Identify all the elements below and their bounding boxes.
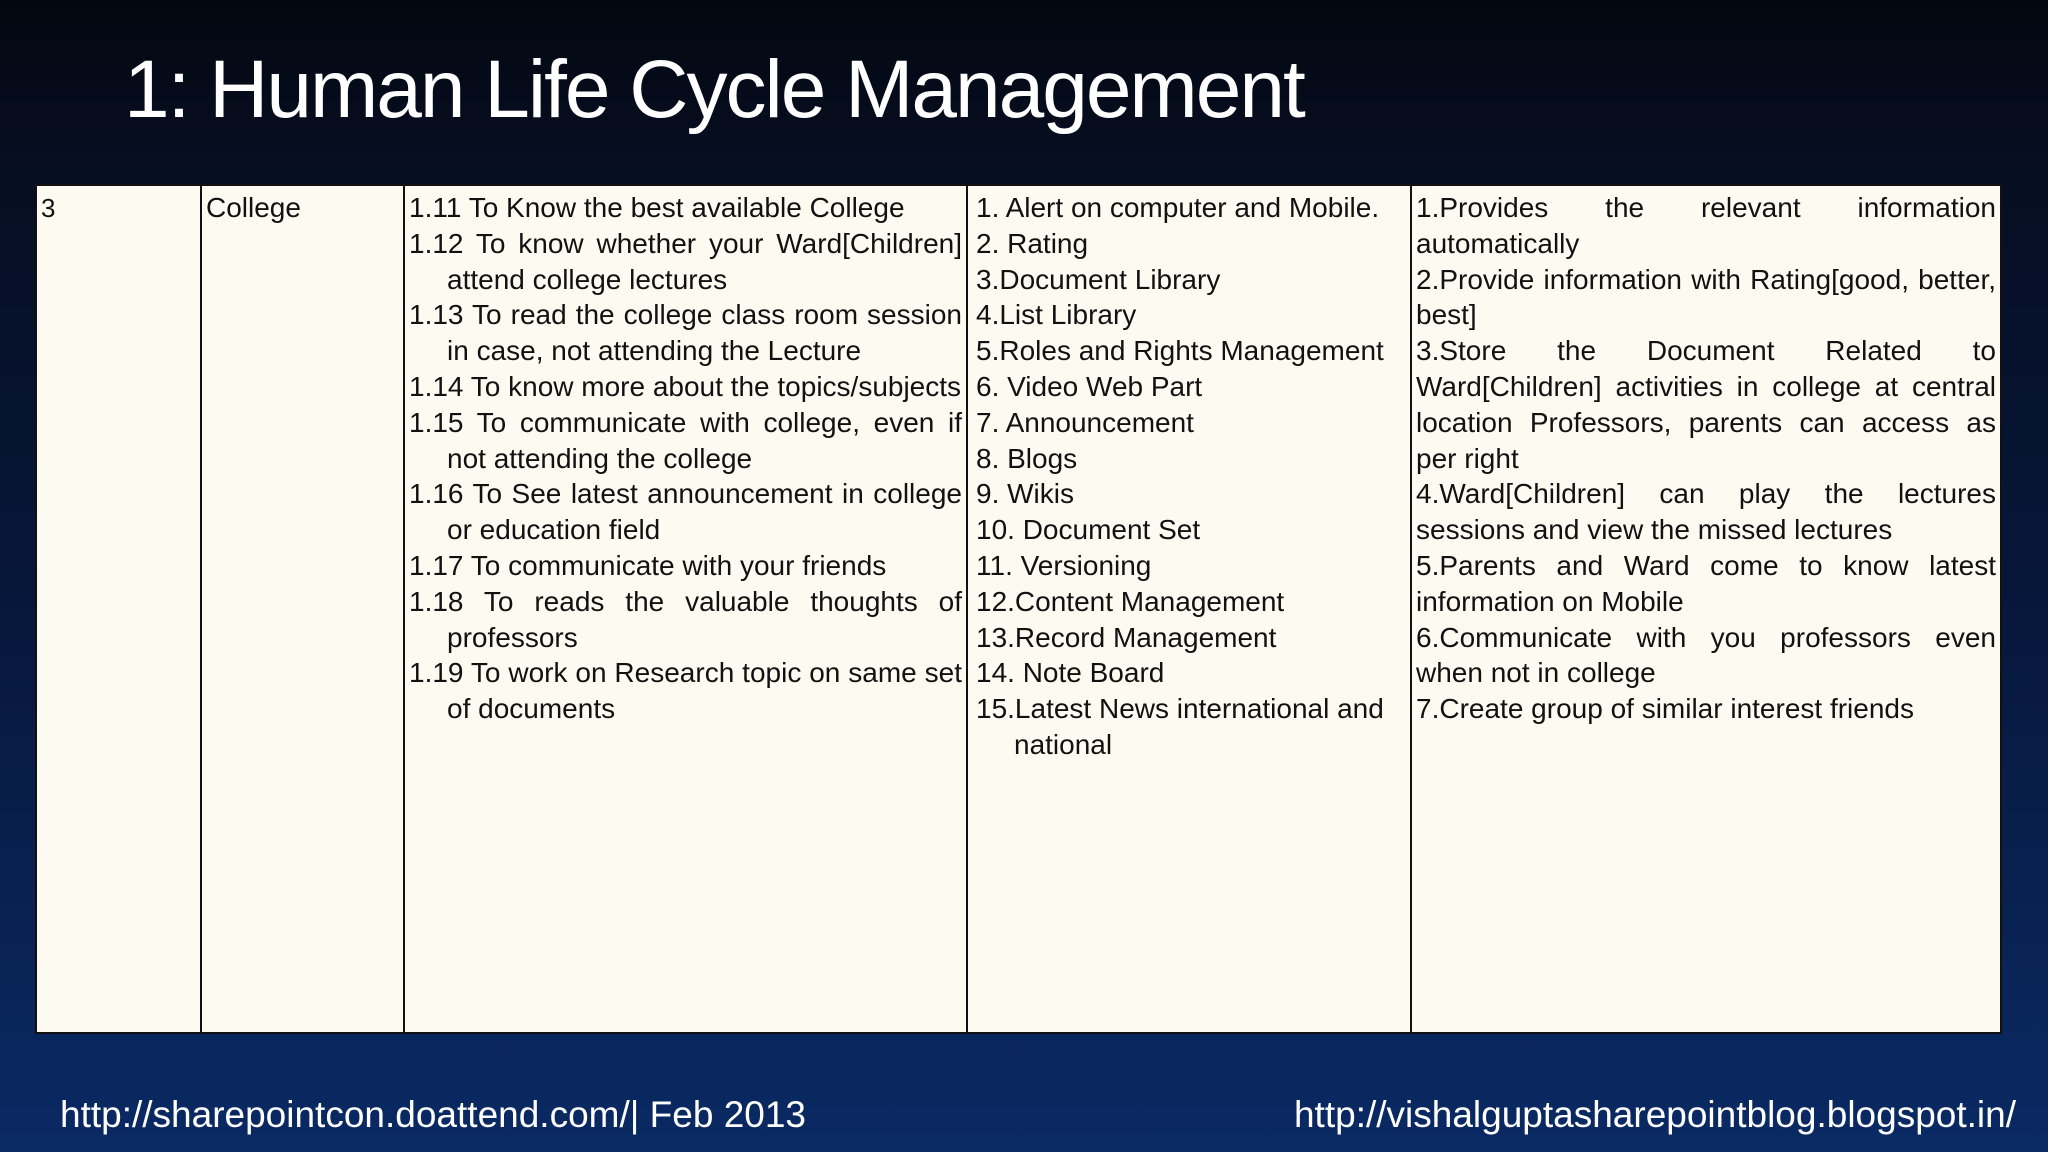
feature-item: 15.Latest News international and national	[976, 693, 1384, 760]
goal-item: 1.11 To Know the best available College	[409, 192, 905, 223]
benefit-item: 4.Ward[Children] can play the lectures sessions and view the missed lectures	[1416, 478, 1996, 546]
goal-item: 1.17 To communicate with your friends	[409, 549, 887, 581]
benefit-item: 5.Parents and Ward come to know latest information on Mobile	[1416, 549, 1996, 617]
feature-item: 12.Content Management	[976, 585, 1285, 617]
row-number: 3	[41, 193, 56, 223]
feature-item: 1. Alert on computer and Mobile.	[976, 192, 1380, 223]
category-label: College	[206, 192, 301, 223]
feature-item: 14. Note Board	[976, 657, 1165, 689]
feature-item: 13.Record Management	[976, 621, 1277, 653]
feature-item: 5.Roles and Rights Management	[976, 335, 1384, 367]
footer-event-link[interactable]: http://sharepointcon.doattend.com/| Feb 2013	[60, 1094, 806, 1135]
feature-item: 10. Document Set	[976, 514, 1201, 546]
benefits-cell	[1411, 186, 2000, 1032]
feature-item: 9. Wikis	[976, 478, 1074, 510]
category-cell	[201, 186, 404, 1032]
life-cycle-table	[37, 186, 2000, 1032]
benefit-item: 3.Store the Document Related to Ward[Children] activities in college at central location Professors, parents can access as per right	[1416, 335, 1996, 474]
feature-item: 7. Announcement	[976, 406, 1194, 438]
goals-cell	[404, 186, 967, 1032]
benefit-item: 2.Provide information with Rating[good, better, best]	[1416, 263, 1996, 331]
benefit-item: 6.Communicate with you professors even when not in college	[1416, 621, 1996, 689]
goal-item: 1.15 To communicate with college, even if not attending the college	[409, 406, 962, 474]
table-row	[37, 186, 2000, 1032]
goal-item: 1.14 To know more about the topics/subjects	[409, 370, 962, 402]
features-list	[976, 190, 1406, 763]
feature-item: 2. Rating	[976, 227, 1089, 259]
benefits-list	[1416, 190, 1996, 727]
goals-list	[409, 190, 962, 727]
benefit-item: 7.Create group of similar interest friends	[1416, 693, 1914, 725]
footer-blog-link[interactable]: http://vishalguptasharepointblog.blogspot.in/	[1293, 1094, 2016, 1135]
goal-item: 1.19 To work on Research topic on same set of documents	[409, 657, 962, 725]
goal-item: 1.13 To read the college class room session in case, not attending the Lecture	[409, 299, 962, 367]
features-cell	[967, 186, 1411, 1032]
content-table	[35, 184, 2002, 1034]
feature-item: 11. Versioning	[976, 549, 1152, 581]
feature-item: 8. Blogs	[976, 442, 1078, 474]
row-number-cell	[37, 186, 201, 1032]
slide-title: 1: Human Life Cycle Management	[124, 44, 1304, 135]
feature-item: 6. Video Web Part	[976, 370, 1203, 402]
goal-item: 1.16 To See latest announcement in college or education field	[409, 478, 962, 546]
benefit-item: 1.Provides the relevant information automatically	[1416, 192, 1996, 259]
goal-item: 1.12 To know whether your Ward[Children] attend college lectures	[409, 227, 962, 295]
goal-item: 1.18 To reads the valuable thoughts of professors	[409, 585, 962, 653]
feature-item: 3.Document Library	[976, 263, 1221, 295]
feature-item: 4.List Library	[976, 299, 1137, 331]
